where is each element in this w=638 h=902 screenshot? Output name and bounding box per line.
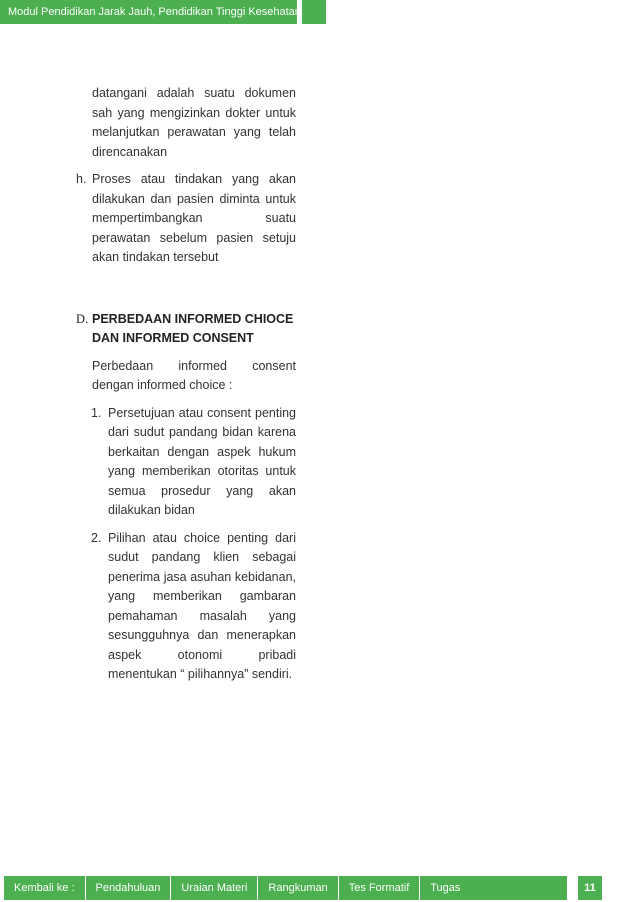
page-number: 11	[578, 876, 602, 900]
back-label: Kembali ke :	[4, 876, 86, 900]
list-marker: 1.	[91, 405, 102, 420]
main-content	[70, 84, 296, 685]
list-item-text: Persetujuan atau consent penting dari sudut pandang bidan karena berkaitan dengan aspek hukum yang memberikan otoritas untuk semua prosedur yang akan dilakukan bidan	[108, 405, 296, 517]
header-title: Modul Pendidikan Jarak Jauh, Pendidikan Tinggi Kesehatan	[8, 6, 301, 18]
list-item-h	[70, 170, 296, 268]
section-intro: Perbedaan informed consent dengan informed choice :	[92, 358, 296, 392]
nav-link-rangkuman[interactable]: Rangkuman	[258, 876, 338, 900]
continued-paragraph: datangani adalah suatu dokumen sah yang mengizinkan dokter untuk melanjutkan perawatan yang telah direncanakan	[92, 86, 296, 159]
nav-link-tugas[interactable]: Tugas	[430, 882, 461, 894]
list-item-text: Proses atau tindakan yang akan dilakukan dan pasien diminta untuk mempertimbangkan suatu perawatan sebelum pasien setuju akan tindakan tersebut	[92, 172, 296, 264]
header-accent-block	[302, 0, 326, 24]
section-title: PERBEDAAN INFORMED CHIOCE DAN INFORMED CONSENT	[92, 311, 294, 345]
nav-link-uraian-materi[interactable]: Uraian Materi	[171, 876, 258, 900]
footer-bar	[4, 876, 567, 900]
list-marker: 2.	[91, 530, 102, 545]
numbered-item-2	[70, 529, 296, 685]
numbered-item-1	[70, 404, 296, 521]
list-marker: h.	[76, 172, 87, 186]
page-header	[0, 0, 301, 24]
nav-link-pendahuluan[interactable]: Pendahuluan	[86, 876, 172, 900]
nav-link-tes-formatif[interactable]: Tes Formatif	[339, 876, 421, 900]
list-item-text: Pilihan atau choice penting dari sudut pandang klien sebagai penerima jasa asuhan kebidanan, yang memberikan gambaran pemahaman masalah yang sesungguhnya dan menerapkan aspek otonomi pribadi menentukan “ pilihannya” sendiri.	[108, 530, 296, 681]
section-marker: D.	[76, 311, 89, 326]
section-heading	[70, 310, 296, 349]
footer-nav	[0, 876, 638, 902]
